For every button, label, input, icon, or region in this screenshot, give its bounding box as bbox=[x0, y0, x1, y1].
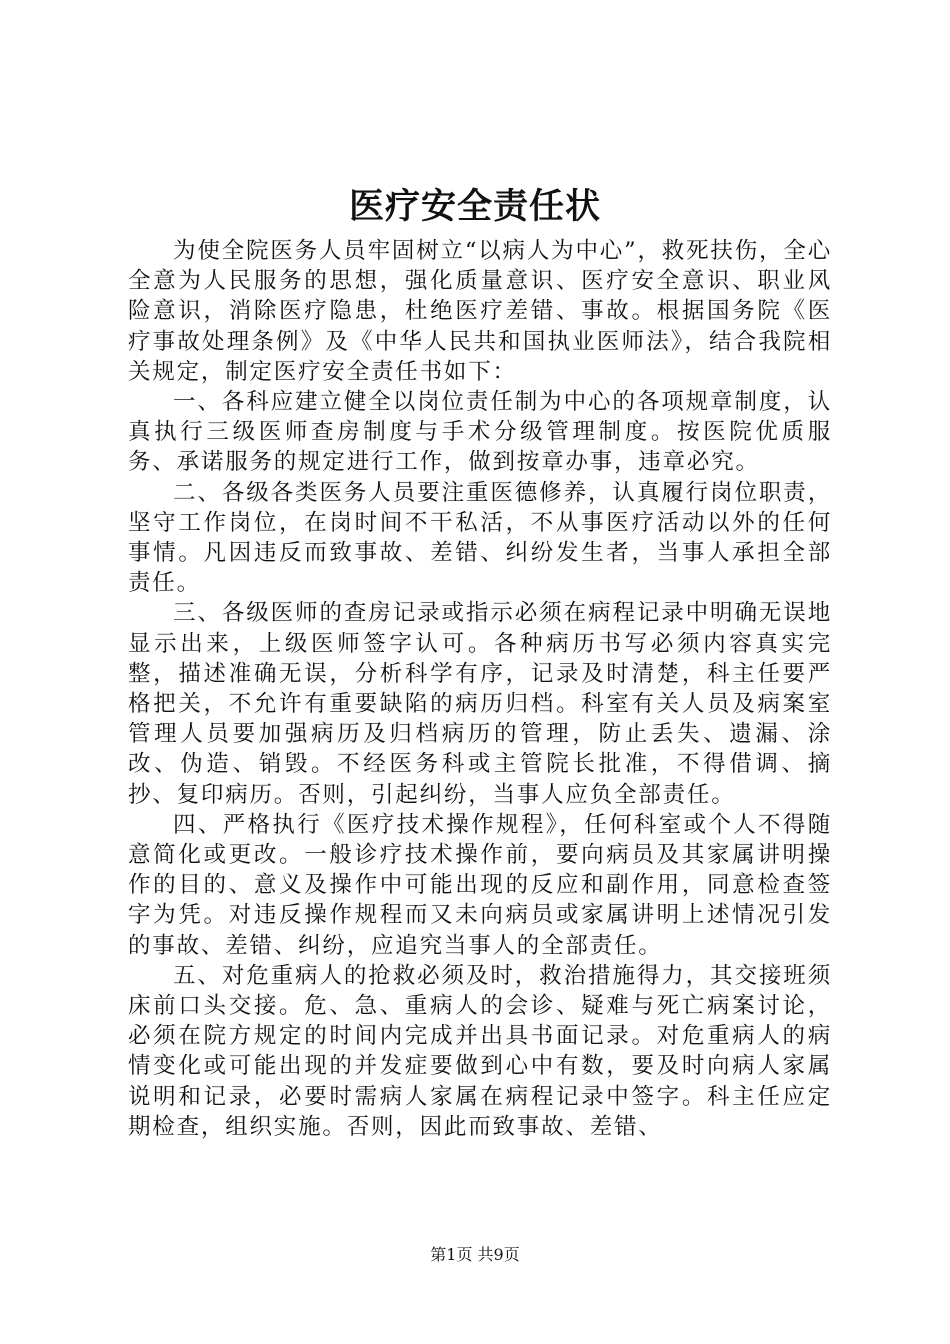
page-number-footer: 第1页 共9页 bbox=[430, 1245, 520, 1264]
paragraph-clause-4: 四、严格执行《医疗技术操作规程》，任何科室或个人不得随意简化或更改。一般诊疗技术操作前，要向病员及其家属讲明操作的目的、意义及操作中可能出现的反应和副作用，同意检查签字为凭。对违反操作规程而又未向病员或家属讲明上述情况引发的事故、差错、纠纷，应追究当事人的全部责任。 bbox=[128, 811, 832, 959]
paragraph-clause-5: 五、对危重病人的抢救必须及时，救治措施得力，其交接班须床前口头交接。危、急、重病人的会诊、疑难与死亡病案讨论，必须在院方规定的时间内完成并出具书面记录。对危重病人的病情变化或可能出现的并发症要做到心中有数，要及时向病人家属说明和记录，必要时需病人家属在病程记录中签字。科主任应定期检查，组织实施。否则，因此而致事故、差错、 bbox=[128, 962, 832, 1140]
document-body bbox=[128, 236, 832, 1142]
document-title: 医疗安全责任状 bbox=[348, 186, 601, 227]
paragraph-intro: 为使全院医务人员牢固树立“以病人为中心”，救死扶伤，全心全意为人民服务的思想，强化质量意识、医疗安全意识、职业风险意识，消除医疗隐患，杜绝医疗差错、事故。根据国务院《医疗事故处理条例》及《中华人民共和国执业医师法》，结合我院相关规定，制定医疗安全责任书如下： bbox=[128, 238, 832, 385]
paragraph-clause-1: 一、各科应建立健全以岗位责任制为中心的各项规章制度，认真执行三级医师查房制度与手术分级管理制度。按医院优质服务、承诺服务的规定进行工作，做到按章办事，违章必究。 bbox=[128, 389, 832, 476]
paragraph-clause-3: 三、各级医师的查房记录或指示必须在病程记录中明确无误地显示出来，上级医师签字认可。各种病历书写必须内容真实完整，描述准确无误，分析科学有序，记录及时清楚，科主任要严格把关，不允许有重要缺陷的病历归档。科室有关人员及病案室管理人员要加强病历及归档病历的管理，防止丢失、遗漏、涂改、伪造、销毁。不经医务科或主管院长批准，不得借调、摘抄、复印病历。否则，引起纠纷，当事人应负全部责任。 bbox=[128, 600, 832, 808]
paragraph-clause-2: 二、各级各类医务人员要注重医德修养，认真履行岗位职责，坚守工作岗位，在岗时间不干私活，不从事医疗活动以外的任何事情。凡因违反而致事故、差错、纠纷发生者，当事人承担全部责任。 bbox=[128, 479, 832, 597]
